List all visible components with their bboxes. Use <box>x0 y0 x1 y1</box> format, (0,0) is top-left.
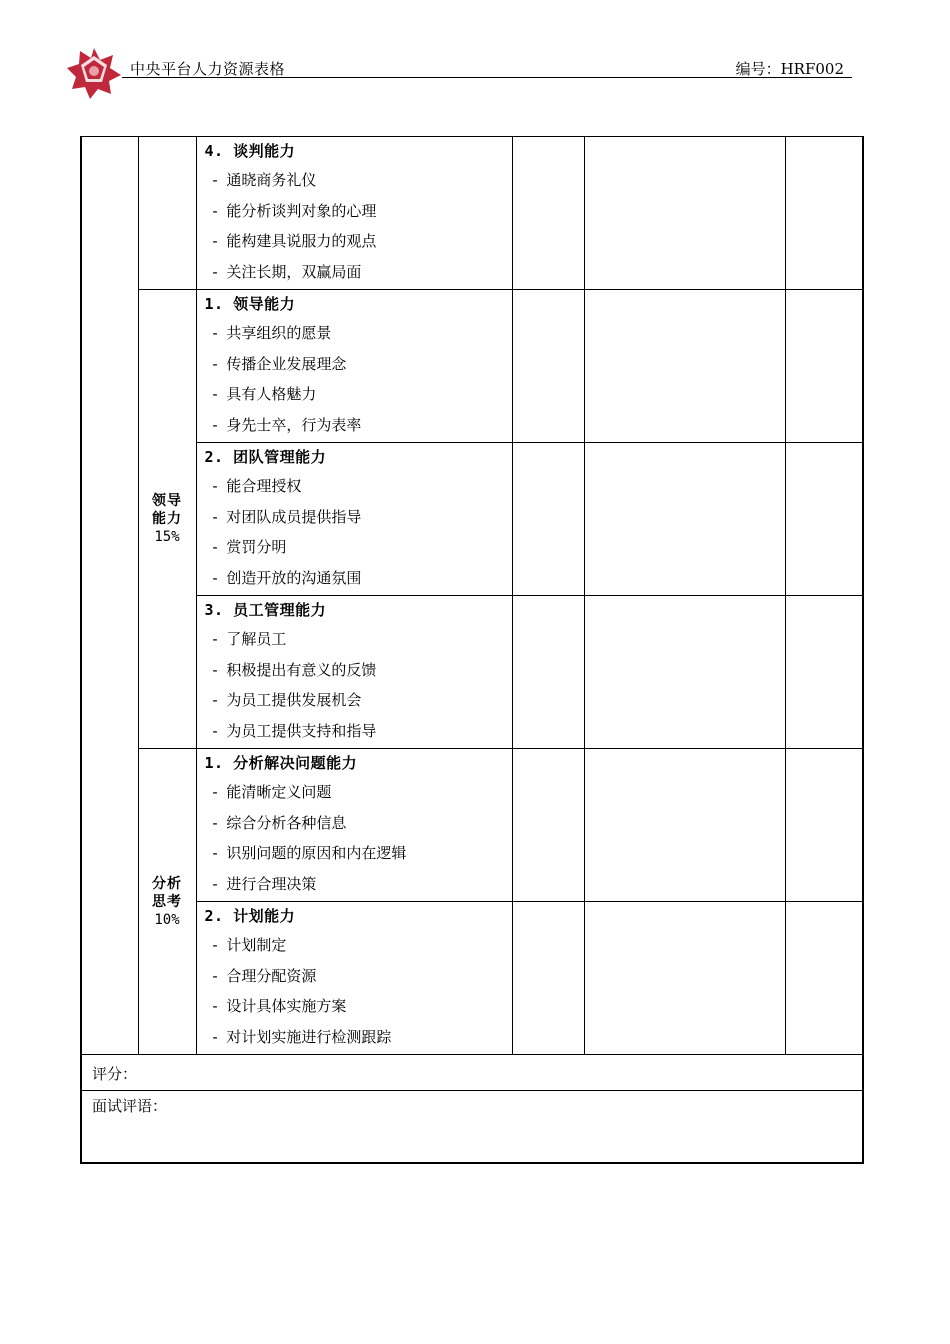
dash-bullet-icon: - <box>210 844 220 862</box>
competency-criterion <box>205 655 512 686</box>
header-divider <box>122 77 852 78</box>
category-cell <box>138 749 196 1055</box>
score-cell[interactable] <box>512 290 584 443</box>
criterion-text: 为员工提供支持和指导 <box>226 721 377 740</box>
criteria-row <box>81 137 863 290</box>
dash-bullet-icon: - <box>210 415 220 434</box>
dash-bullet-icon: - <box>210 385 220 403</box>
dash-bullet-icon: - <box>210 660 220 679</box>
dash-bullet-icon: - <box>210 721 220 740</box>
criterion-text: 对计划实施进行检测跟踪 <box>226 1027 392 1046</box>
competency-criterion <box>205 226 512 257</box>
criterion-text: 能合理授权 <box>226 477 302 495</box>
competency-criterion <box>205 165 512 196</box>
dash-bullet-icon: - <box>210 783 220 801</box>
criteria-row <box>81 749 863 902</box>
category-cell <box>138 290 196 749</box>
weighted-score-cell[interactable] <box>785 443 863 596</box>
competency-cell <box>196 443 512 596</box>
dash-bullet-icon: - <box>210 691 220 709</box>
score-cell[interactable] <box>512 749 584 902</box>
competency-criterion <box>205 471 512 502</box>
dash-bullet-icon: - <box>210 874 220 893</box>
criterion-text: 传播企业发展理念 <box>226 354 347 373</box>
criteria-row <box>81 596 863 749</box>
weighted-score-cell[interactable] <box>785 137 863 290</box>
criterion-text: 具有人格魅力 <box>226 385 317 403</box>
criterion-text: 共享组织的愿景 <box>226 324 332 342</box>
criterion-text: 合理分配资源 <box>226 966 317 985</box>
dash-bullet-icon: - <box>210 813 220 832</box>
criterion-text: 赏罚分明 <box>226 538 287 556</box>
score-field[interactable] <box>81 1055 863 1091</box>
remarks-cell[interactable] <box>584 596 785 749</box>
score-cell[interactable] <box>512 137 584 290</box>
category-name: 领导能力 <box>151 493 182 527</box>
criterion-text: 为员工提供发展机会 <box>226 691 362 709</box>
dash-bullet-icon: - <box>210 1027 220 1046</box>
criterion-text: 能分析谈判对象的心理 <box>226 201 377 220</box>
left-margin-column <box>81 137 138 1055</box>
criterion-text: 识别问题的原因和内在逻辑 <box>226 844 407 862</box>
competency-criterion <box>205 685 512 716</box>
competency-cell <box>196 749 512 902</box>
competency-criterion <box>205 961 512 992</box>
competency-cell <box>196 902 512 1055</box>
weighted-score-cell[interactable] <box>785 902 863 1055</box>
page-header <box>66 44 852 100</box>
competency-criterion <box>205 991 512 1022</box>
competency-criterion <box>205 532 512 563</box>
competency-criterion <box>205 777 512 808</box>
criterion-text: 创造开放的沟通氛围 <box>226 568 362 587</box>
dash-bullet-icon: - <box>210 324 220 342</box>
weighted-score-cell[interactable] <box>785 596 863 749</box>
criterion-text: 了解员工 <box>226 630 287 648</box>
criterion-text: 综合分析各种信息 <box>226 813 347 832</box>
competency-criterion <box>205 379 512 410</box>
competency-criterion <box>205 838 512 869</box>
criteria-row <box>81 902 863 1055</box>
dash-bullet-icon: - <box>210 477 220 495</box>
remarks-cell[interactable] <box>584 290 785 443</box>
category-weight: 10% <box>154 911 180 928</box>
dash-bullet-icon: - <box>210 936 220 954</box>
criterion-text: 设计具体实施方案 <box>226 997 347 1015</box>
dash-bullet-icon: - <box>210 201 220 220</box>
competency-title: 1. 领导能力 <box>204 295 296 313</box>
criterion-text: 能构建具说服力的观点 <box>226 232 377 250</box>
dash-bullet-icon: - <box>210 507 220 526</box>
criterion-text: 身先士卒，行为表率 <box>226 415 362 434</box>
remarks-cell[interactable] <box>584 902 785 1055</box>
remarks-cell[interactable] <box>584 443 785 596</box>
competency-cell <box>196 596 512 749</box>
competency-criterion <box>205 716 512 747</box>
competency-criterion <box>205 808 512 839</box>
competency-criterion <box>205 349 512 380</box>
dash-bullet-icon: - <box>210 997 220 1015</box>
remarks-cell[interactable] <box>584 749 785 902</box>
dash-bullet-icon: - <box>210 232 220 250</box>
criterion-text: 通晓商务礼仪 <box>226 171 317 189</box>
competency-criterion <box>205 563 512 594</box>
evaluation-table <box>80 136 864 1164</box>
weighted-score-cell[interactable] <box>785 290 863 443</box>
criterion-text: 计划制定 <box>226 936 287 954</box>
criterion-text: 积极提出有意义的反馈 <box>226 660 377 679</box>
score-label: 评分： <box>92 1065 138 1083</box>
interview-comment-label: 面试评语： <box>92 1097 168 1115</box>
competency-cell <box>196 137 512 290</box>
score-cell[interactable] <box>512 443 584 596</box>
competency-criterion <box>205 930 512 961</box>
document-title: 中央平台人力资源表格 <box>130 60 286 78</box>
criterion-text: 关注长期，双赢局面 <box>226 262 362 281</box>
competency-title: 2. 计划能力 <box>204 907 296 925</box>
score-cell[interactable] <box>512 596 584 749</box>
competency-criterion <box>205 624 512 655</box>
competency-criterion <box>205 257 512 288</box>
category-weight: 15% <box>154 529 180 545</box>
dash-bullet-icon: - <box>210 568 220 587</box>
weighted-score-cell[interactable] <box>785 749 863 902</box>
criterion-text: 能清晰定义问题 <box>226 783 332 801</box>
competency-criterion <box>205 196 512 227</box>
dash-bullet-icon: - <box>210 354 220 373</box>
competency-title: 1. 分析解决问题能力 <box>204 754 358 772</box>
competency-criterion <box>205 318 512 349</box>
competency-title: 2. 团队管理能力 <box>204 448 327 466</box>
dash-bullet-icon: - <box>210 966 220 985</box>
score-cell[interactable] <box>512 902 584 1055</box>
dash-bullet-icon: - <box>210 262 220 281</box>
criterion-text: 对团队成员提供指导 <box>226 507 362 526</box>
document-number: 编号：HRF002 <box>735 60 844 78</box>
criteria-row <box>81 290 863 443</box>
competency-cell <box>196 290 512 443</box>
category-cell <box>138 137 196 290</box>
competency-title: 3. 员工管理能力 <box>204 601 327 619</box>
dash-bullet-icon: - <box>210 171 220 189</box>
category-name: 分析思考 <box>151 875 182 910</box>
competency-title: 4. 谈判能力 <box>204 142 296 160</box>
interview-comment-field[interactable] <box>81 1091 863 1163</box>
remarks-cell[interactable] <box>584 137 785 290</box>
criteria-row <box>81 443 863 596</box>
competency-criterion <box>205 502 512 533</box>
competency-criterion <box>205 1022 512 1053</box>
competency-criterion <box>205 869 512 900</box>
dash-bullet-icon: - <box>210 538 220 556</box>
company-logo-icon <box>66 46 122 100</box>
criterion-text: 进行合理决策 <box>226 874 317 893</box>
dash-bullet-icon: - <box>210 630 220 648</box>
competency-criterion <box>205 410 512 441</box>
